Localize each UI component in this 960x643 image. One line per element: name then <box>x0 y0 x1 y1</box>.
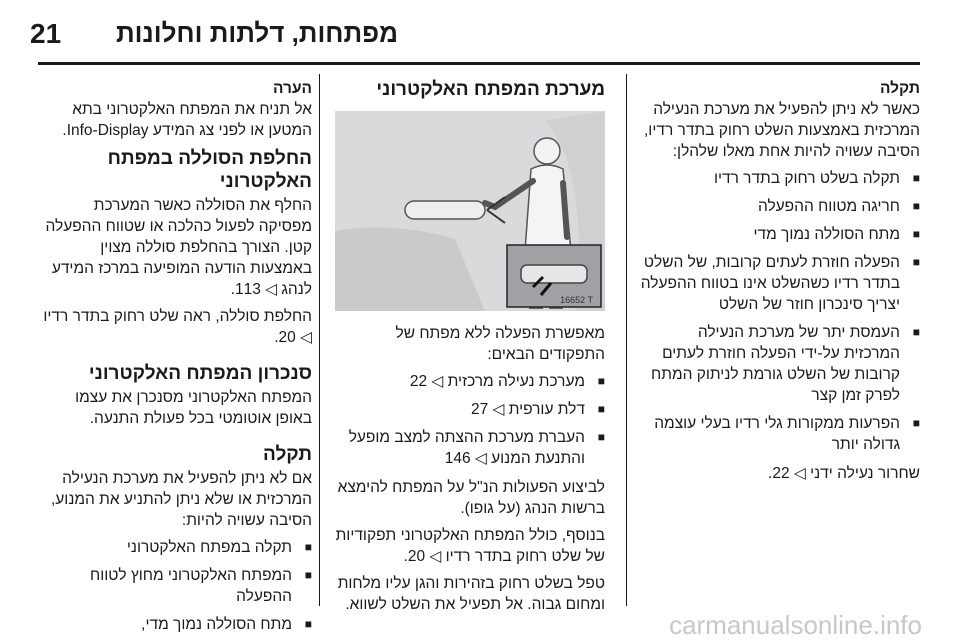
section-heading-sync: סנכרון המפתח האלקטרוני <box>88 363 312 384</box>
middle-column <box>335 78 605 621</box>
list-item: ■ דלת עורפית ◁ 27 <box>335 399 605 420</box>
page-header <box>0 0 960 64</box>
note-text: אל תניח את המפתח האלקטרוני בתא המטען או לפני צג המידע Info-Display. <box>62 101 312 139</box>
chapter-title: מפתחות, דלתות וחלונות <box>116 18 399 48</box>
illustration-code: 16652 T <box>560 295 593 305</box>
section-heading-fault-left: תקלה <box>262 444 312 465</box>
section-heading-fault: תקלה <box>880 80 920 97</box>
list-item: ■ תקלה במפתח האלקטרוני <box>37 537 312 558</box>
electronic-key-intro: מאפשרת הפעלה ללא מפתח של התפקודים הבאים: <box>395 325 605 363</box>
fault-list <box>638 168 920 455</box>
watermark-text: carmanualsonline.info <box>669 610 922 640</box>
section-heading-electronic-key: מערכת המפתח האלקטרוני <box>376 79 605 100</box>
column-divider <box>626 74 627 606</box>
section-heading-battery: החלפת הסוללה במפתח האלקטרוני <box>107 148 312 192</box>
person-at-car-illustration <box>335 111 605 311</box>
watermark <box>0 604 960 642</box>
paragraph-key-on-driver: לביצוע הפעולות הנ"ל על המפתח להימצא ברשות הנהג (על גופו). <box>337 479 605 517</box>
fault-intro: כאשר לא ניתן להפעיל את מערכת הנעילה המרכזית באמצעות השלט רחוק בתדר רדיו, הסיבה עשויה להיות אחת מאלו שלהלן: <box>644 101 920 160</box>
list-item: ■ העמסת יתר של מערכת הנעילה המרכזית על-ידי הפעלה חוזרת לעתים קרובות של השלט גורמת לניתוק המתח לפרק זמן קצר <box>638 322 920 406</box>
list-item: ■ העברת מערכת ההצתה למצב מופעל והתנעת המנוע ◁ 146 <box>335 427 605 469</box>
battery-paragraph-2: החלפת סוללה, ראה שלט רחוק בתדר רדיו ◁ 20. <box>43 308 312 346</box>
sync-text: המפתח האלקטרוני מסנכרן את עצמו באופן אוטומטי בכל פעולת התנעה. <box>75 389 312 427</box>
left-column <box>37 78 312 643</box>
list-item: ■ תקלה בשלט רחוק בתדר רדיו <box>638 168 920 189</box>
list-item: ■ חריגה מטווח ההפעלה <box>638 196 920 217</box>
column-divider <box>319 74 320 606</box>
list-item: ■ הפעלה חוזרת לעתים קרובות, של השלט בתדר רדיו כשהשלט אינו בטווח ההפעלה יצריך סינכרון חוזר של השלט <box>638 252 920 315</box>
manual-unlock-reference: שחרור נעילה ידני ◁ 22. <box>768 465 920 482</box>
electronic-key-illustration <box>335 111 605 311</box>
list-item: ■ מערכת נעילה מרכזית ◁ 22 <box>335 371 605 392</box>
right-column <box>638 78 920 490</box>
paragraph-care: טפל בשלט רחוק בזהירות והגן עליו מלחות ומחום גבוה. אל תפעיל את השלט לשווא. <box>337 575 605 613</box>
list-item: ■ המפתח האלקטרוני מחוץ לטווח ההפעלה <box>37 565 312 607</box>
electronic-key-functions <box>335 371 605 469</box>
fault-intro-left: אם לא ניתן להפעיל את מערכת הנעילה המרכזית או שלא ניתן להתניע את המנוע, הסיבה עשויה להיות: <box>50 470 312 529</box>
list-item: ■ הפרעות ממקורות גלי רדיו בעלי עוצמה גדולה יותר <box>638 413 920 455</box>
page-number: 21 <box>30 18 62 49</box>
note-heading: הערה <box>273 80 312 97</box>
battery-paragraph-1: החלף את הסוללה כאשר המערכת מפסיקה לפעול כהלכה או שטווח ההפעלה קטן. הצורך בהחלפת סוללה מצוין באמצעות הודעה המופיעה במרכז המידע לנהג ◁ 113. <box>45 197 312 298</box>
list-item: ■ מתח הסוללה נמוך מדי, <box>37 614 312 635</box>
paragraph-remote-function: בנוסף, כולל המפתח האלקטרוני תפקודיות של שלט רחוק בתדר רדיו ◁ 20. <box>335 527 605 565</box>
header-rule <box>38 62 920 65</box>
list-item: ■ מתח הסוללה נמוך מדי <box>638 224 920 245</box>
